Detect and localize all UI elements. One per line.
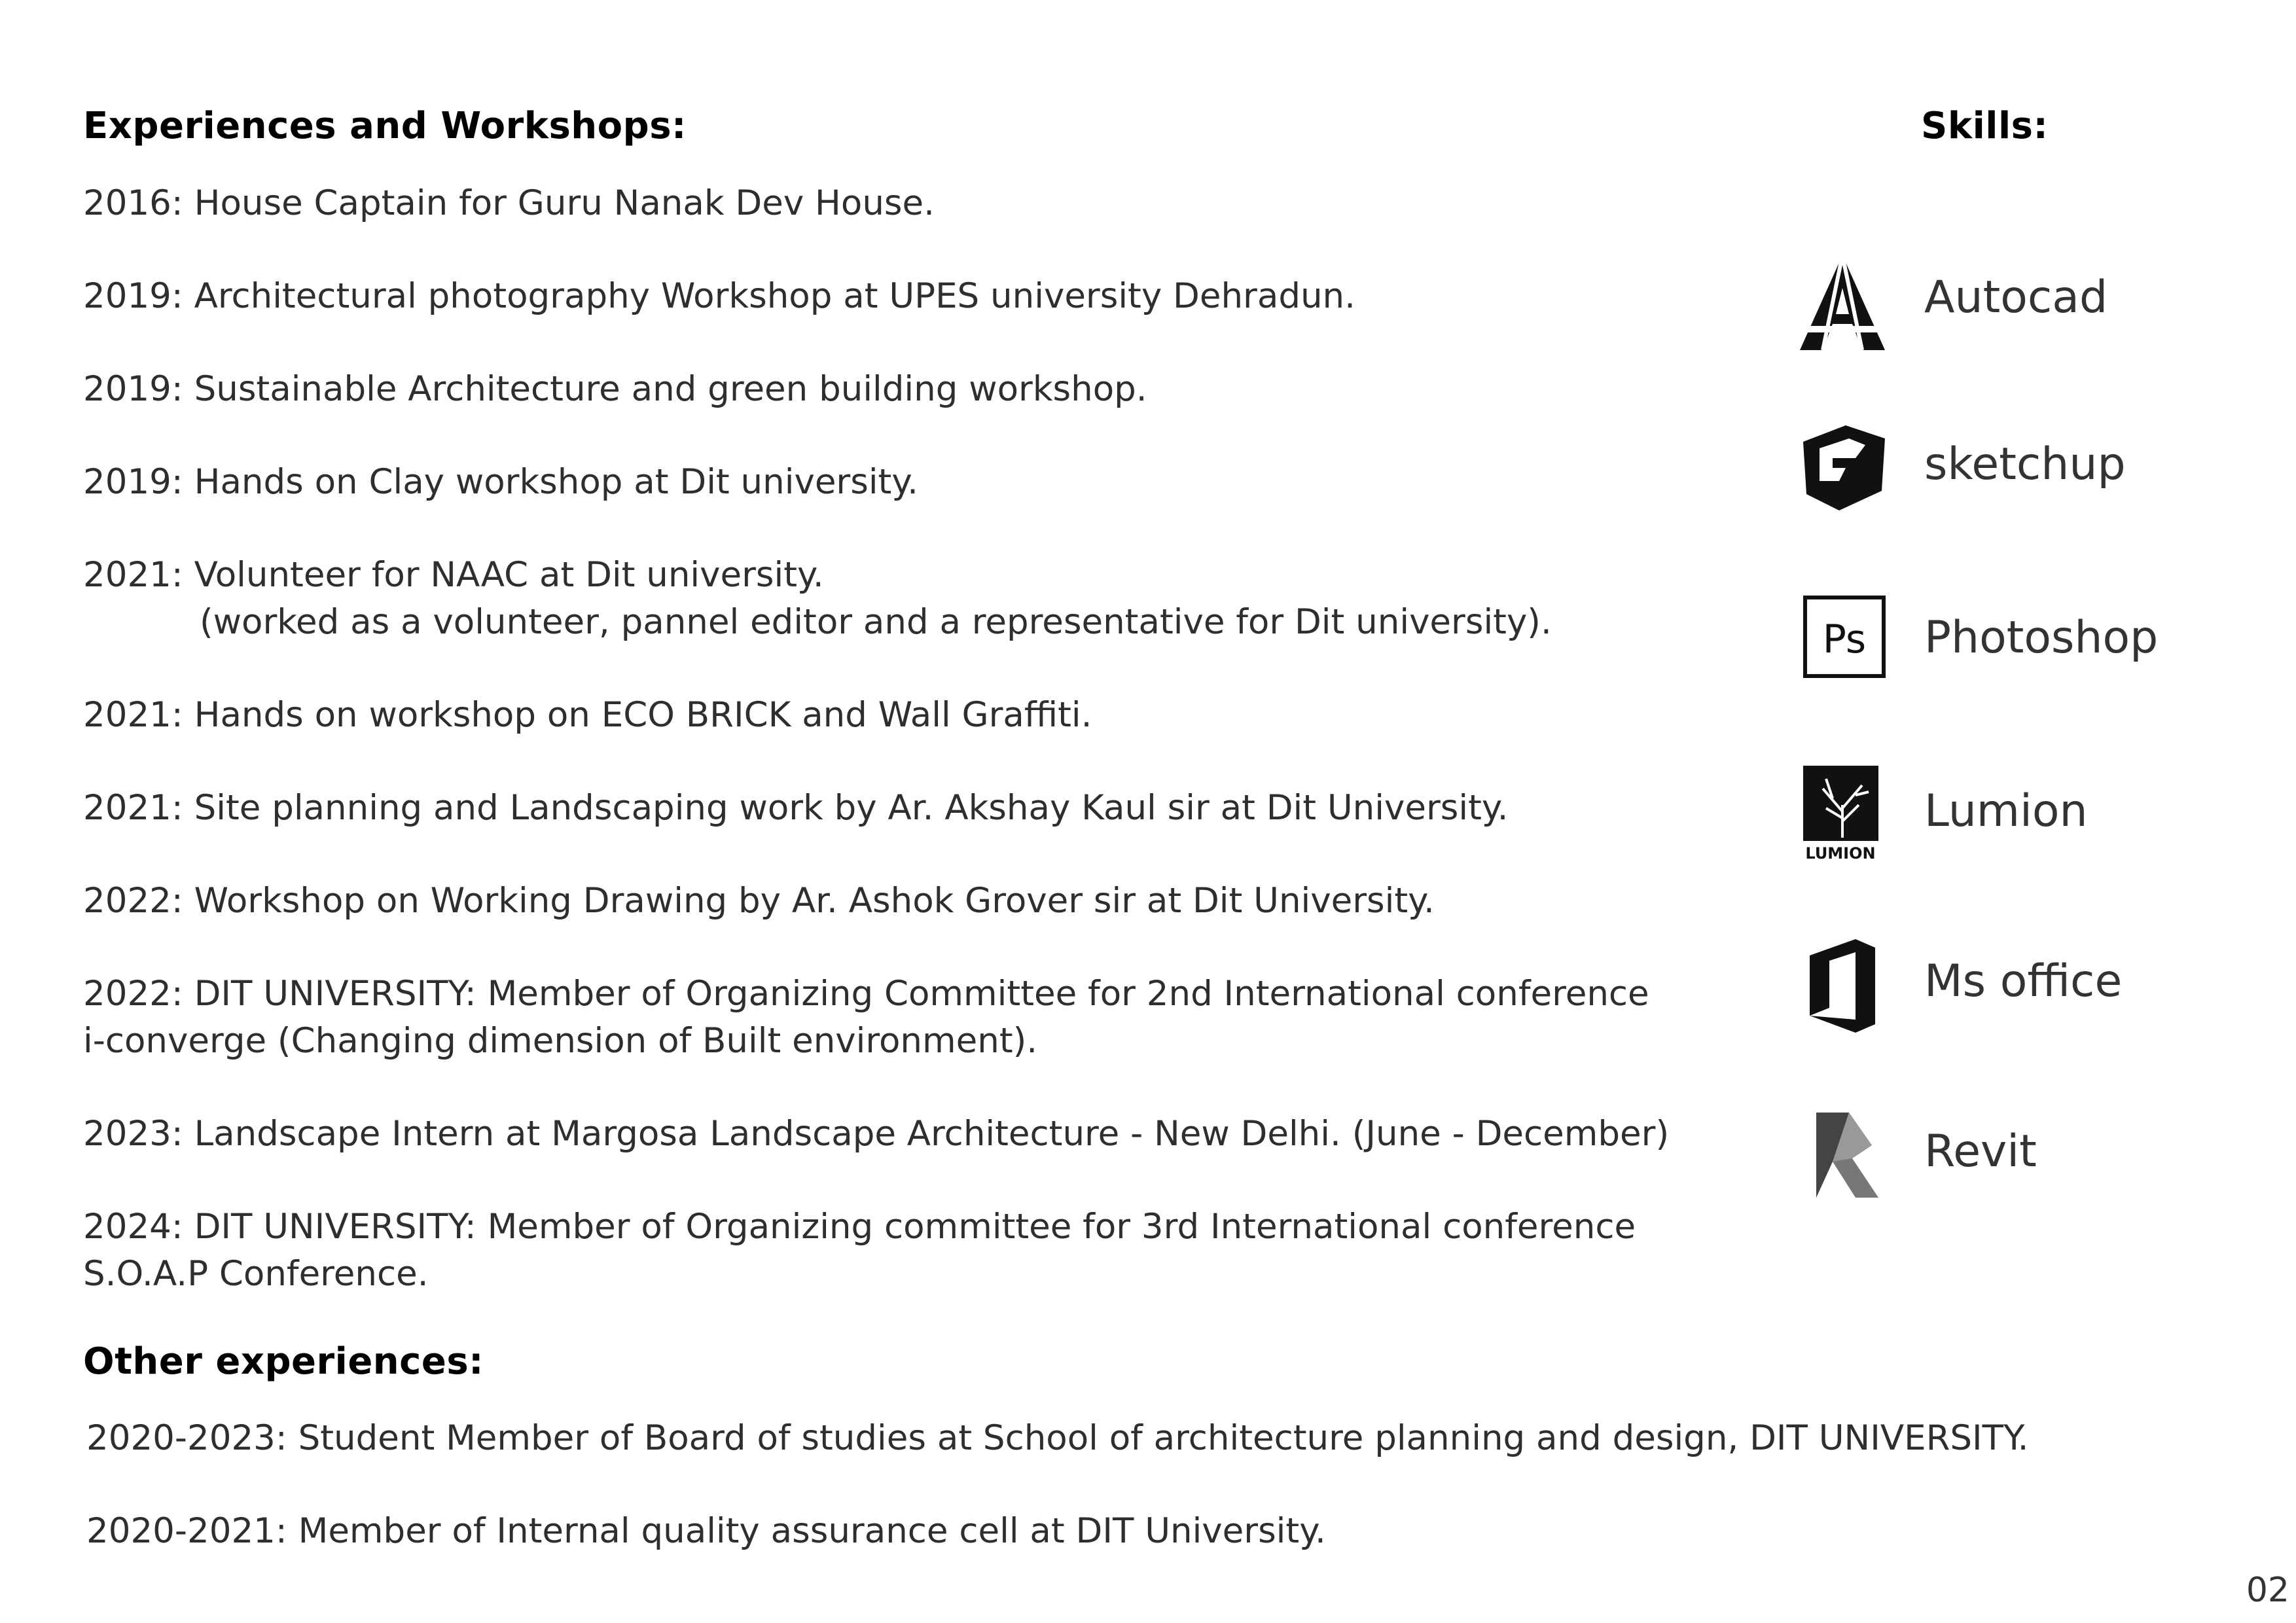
skill-autocad <box>1793 252 2251 357</box>
experience-item: 2019: Architectural photography Workshop at UPES university Dehradun. <box>83 276 1355 316</box>
autocad-icon <box>1793 252 1892 350</box>
experience-item-detail: (worked as a volunteer, pannel editor and a representative for Dit university). <box>200 602 1552 642</box>
page-number: 02 <box>2246 1571 2289 1610</box>
skill-label: Photoshop <box>1924 612 2159 664</box>
experience-item: 2019: Sustainable Architecture and green building workshop. <box>83 369 1147 409</box>
experience-item-continuation: i-converge (Changing dimension of Built environment). <box>83 1021 1038 1061</box>
ms-office-icon <box>1793 936 1892 1034</box>
experience-item: 2024: DIT UNIVERSITY: Member of Organizing committee for 3rd International conference <box>83 1207 1636 1247</box>
revit-icon <box>1793 1106 1892 1204</box>
svg-text:LUMION: LUMION <box>1805 844 1876 863</box>
experience-item: 2021: Site planning and Landscaping work by Ar. Akshay Kaul sir at Dit University. <box>83 788 1509 828</box>
experience-item-continuation: S.O.A.P Conference. <box>83 1254 429 1294</box>
skill-lumion <box>1793 766 2251 870</box>
experience-item: 2019: Hands on Clay workshop at Dit university. <box>83 462 918 502</box>
other-experience-item: 2020-2023: Student Member of Board of studies at School of architecture planning and design, DIT UNIVERSITY. <box>86 1418 2029 1458</box>
experience-item: 2022: Workshop on Working Drawing by Ar. Ashok Grover sir at Dit University. <box>83 881 1435 921</box>
other-experience-item: 2020-2021: Member of Internal quality assurance cell at DIT University. <box>86 1511 1326 1551</box>
skill-label: Revit <box>1924 1126 2037 1177</box>
skill-label: Lumion <box>1924 785 2088 837</box>
skill-label: sketchup <box>1924 438 2126 490</box>
lumion-icon <box>1793 766 1892 864</box>
skill-label: Ms office <box>1924 955 2123 1007</box>
experiences-heading: Experiences and Workshops: <box>83 105 687 147</box>
skill-sketchup <box>1793 419 2251 524</box>
skill-ms-office <box>1793 936 2251 1041</box>
experience-item: 2021: Hands on workshop on ECO BRICK and Wall Graffiti. <box>83 695 1092 735</box>
skill-photoshop <box>1793 592 2251 697</box>
sketchup-icon <box>1793 419 1892 517</box>
experience-item: 2023: Landscape Intern at Margosa Landscape Architecture - New Delhi. (June - December) <box>83 1114 1670 1154</box>
skill-label: Autocad <box>1924 272 2108 323</box>
experience-item: 2021: Volunteer for NAAC at Dit university. <box>83 555 824 595</box>
other-experiences-heading: Other experiences: <box>83 1340 484 1383</box>
skills-heading: Skills: <box>1921 105 2049 147</box>
photoshop-icon <box>1793 592 1892 690</box>
experience-item: 2022: DIT UNIVERSITY: Member of Organizing Committee for 2nd International conference <box>83 974 1649 1014</box>
skill-revit <box>1793 1106 2251 1211</box>
experience-item: 2016: House Captain for Guru Nanak Dev House. <box>83 183 935 223</box>
svg-text:Ps: Ps <box>1822 616 1867 662</box>
